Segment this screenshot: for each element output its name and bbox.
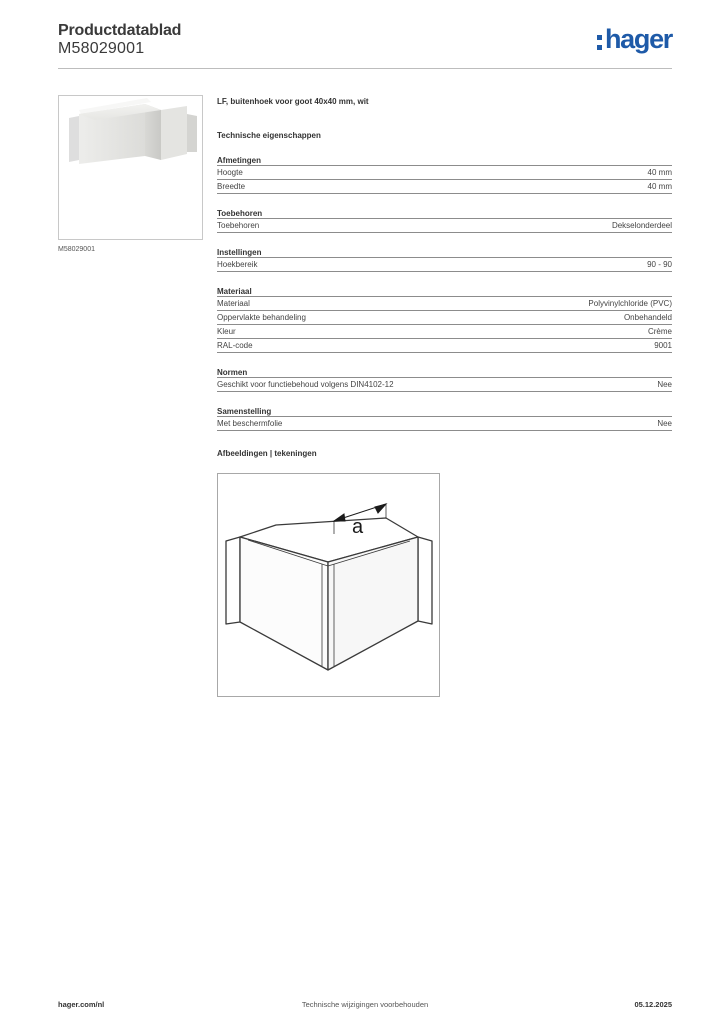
spec-row (217, 311, 672, 325)
footer-website[interactable]: hager.com/nl (58, 1000, 105, 1009)
spec-group-material (217, 287, 672, 353)
spec-label: Hoogte (217, 168, 243, 177)
spec-label: Geschikt voor functiebehoud volgens DIN4102-12 (217, 380, 394, 389)
spec-group-dimensions (217, 156, 672, 194)
spec-value: Crème (647, 327, 672, 336)
photo-caption: M58029001 (58, 246, 95, 253)
spec-value: Dekselonderdeel (611, 221, 672, 230)
logo-text: hager (604, 24, 672, 54)
spec-group-standards (217, 368, 672, 392)
spec-label: Kleur (217, 327, 236, 336)
spec-row (217, 297, 672, 311)
spec-label: Oppervlakte behandeling (217, 313, 306, 322)
spec-value: Nee (657, 419, 672, 428)
spec-value: Polyvinylchloride (PVC) (588, 299, 672, 308)
spec-label: Materiaal (217, 299, 250, 308)
corner-drawing-image (218, 474, 439, 696)
spec-row (217, 166, 672, 180)
document-code: M58029001 (58, 40, 145, 57)
group-title: Toebehoren (217, 209, 672, 219)
product-photo (58, 95, 203, 240)
footer-date: 05.12.2025 (634, 1000, 672, 1009)
group-title: Normen (217, 368, 672, 378)
spec-value: 40 mm (647, 168, 672, 177)
product-photo-image (59, 96, 203, 240)
page-header (58, 20, 672, 68)
technical-drawing (217, 473, 440, 697)
spec-label: Breedte (217, 182, 246, 191)
logo-dots-icon (597, 35, 602, 50)
product-description: LF, buitenhoek voor goot 40x40 mm, wit (217, 97, 369, 106)
spec-group-composition (217, 407, 672, 431)
spec-value: 40 mm (647, 182, 672, 191)
dimension-label: a (352, 516, 364, 538)
spec-row (217, 180, 672, 194)
page-footer (58, 1000, 672, 1012)
spec-content (217, 97, 672, 459)
spec-value: 9001 (654, 341, 672, 350)
spec-row (217, 219, 672, 233)
group-title: Afmetingen (217, 156, 672, 166)
spec-value: Onbehandeld (623, 313, 672, 322)
spec-label: RAL-code (217, 341, 253, 350)
figures-heading: Afbeeldingen | tekeningen (217, 449, 317, 458)
spec-row (217, 325, 672, 339)
spec-group-settings (217, 248, 672, 272)
spec-value: 90 - 90 (647, 260, 672, 269)
spec-value: Nee (657, 380, 672, 389)
spec-row (217, 378, 672, 392)
spec-label: Met beschermfolie (217, 419, 283, 428)
footer-notice: Technische wijzigingen voorbehouden (301, 1000, 429, 1009)
hager-logo (597, 26, 672, 56)
spec-row (217, 417, 672, 431)
group-title: Samenstelling (217, 407, 672, 417)
document-title: Productdatablad (58, 22, 182, 39)
spec-row (217, 339, 672, 353)
spec-row (217, 258, 672, 272)
spec-group-accessories (217, 209, 672, 233)
technical-properties-heading: Technische eigenschappen (217, 131, 321, 140)
spec-label: Toebehoren (217, 221, 260, 230)
group-title: Materiaal (217, 287, 672, 297)
header-divider (58, 68, 672, 69)
spec-label: Hoekbereik (217, 260, 258, 269)
group-title: Instellingen (217, 248, 672, 258)
